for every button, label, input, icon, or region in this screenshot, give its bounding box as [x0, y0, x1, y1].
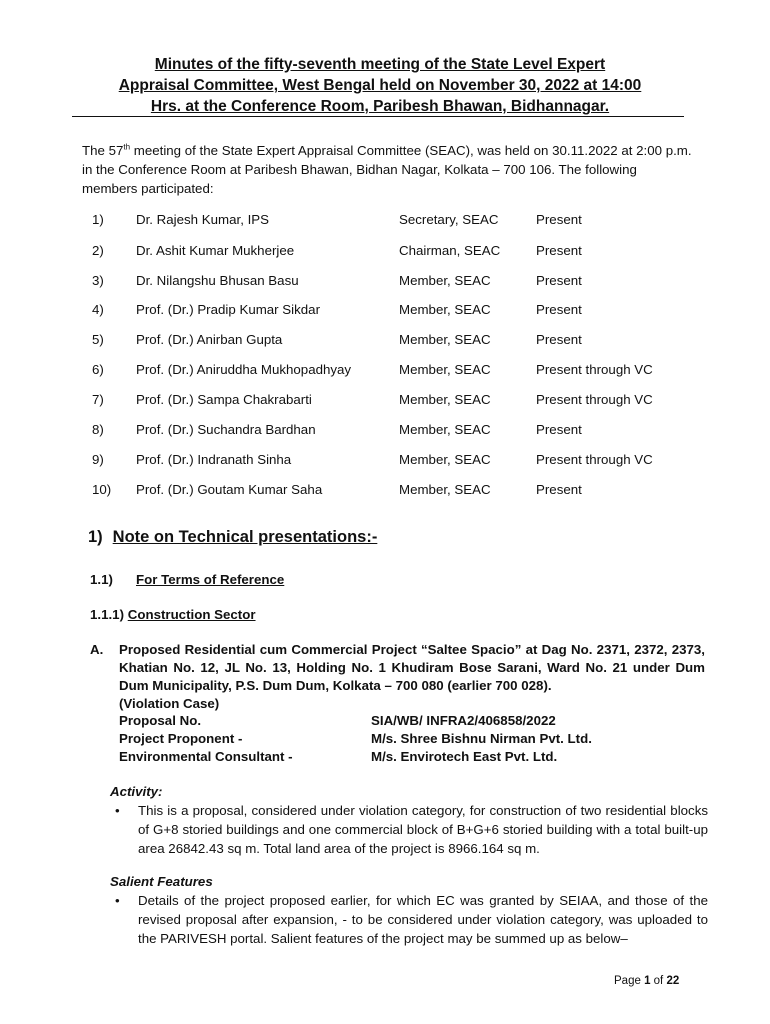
section-title: Construction Sector — [127, 607, 256, 622]
member-name: Dr. Nilangshu Bhusan Basu — [136, 273, 299, 288]
title-line-2: Appraisal Committee, West Bengal held on November 30, 2022 at 14:00 — [118, 77, 642, 94]
member-number: 4) — [92, 302, 104, 317]
member-status: Present — [536, 422, 582, 437]
member-status: Present through VC — [536, 362, 653, 377]
intro-paragraph — [82, 141, 692, 198]
member-role: Member, SEAC — [399, 302, 491, 317]
title-divider — [72, 116, 684, 117]
project-letter: A. — [90, 642, 104, 657]
activity-text: This is a proposal, considered under violation category, for construction of two residential blocks of G+8 storied buildings and one commercial block of B+G+6 storied building with a total built-up area 26842.43 sq m. Total land area of the project is 8966.164 sq m. — [138, 803, 708, 856]
bullet-icon: • — [115, 893, 120, 908]
salient-heading: Salient Features — [110, 874, 213, 889]
page-prefix: Page — [614, 975, 645, 987]
title-line-3: Hrs. at the Conference Room, Paribesh Bhawan, Bidhannagar. — [150, 98, 610, 115]
member-name: Prof. (Dr.) Goutam Kumar Saha — [136, 482, 323, 497]
total-pages: 22 — [666, 975, 680, 987]
project-case: (Violation Case) — [119, 696, 220, 711]
activity-heading: Activity: — [110, 784, 163, 799]
member-number: 7) — [92, 392, 104, 407]
member-role: Member, SEAC — [399, 392, 491, 407]
member-number: 3) — [92, 273, 104, 288]
member-name: Prof. (Dr.) Sampa Chakrabarti — [136, 392, 312, 407]
intro-superscript: th — [123, 142, 131, 152]
member-row — [0, 332, 770, 352]
member-role: Member, SEAC — [399, 362, 491, 377]
member-role: Chairman, SEAC — [399, 243, 501, 258]
member-row — [0, 392, 770, 412]
member-role: Member, SEAC — [399, 452, 491, 467]
member-status: Present — [536, 482, 582, 497]
member-status: Present — [536, 212, 582, 227]
member-status: Present — [536, 332, 582, 347]
member-role: Member, SEAC — [399, 273, 491, 288]
member-number: 10) — [92, 482, 112, 497]
section-heading-1-1 — [90, 572, 284, 587]
section-heading-1 — [88, 528, 377, 547]
member-number: 9) — [92, 452, 104, 467]
project-description — [119, 641, 705, 713]
bullet-icon: • — [115, 803, 120, 818]
project-title-text: Proposed Residential cum Commercial Project “Saltee Spacio” at Dag No. 2371, 2372, 2373, Khatian No. 12, JL No. 13, Holding No. 1 Khudiram Bose Sarani, Ward No. 21 under Dum Dum Municipality, P.S. Dum Dum, Kolkata – 700 080 (earlier 700 028). — [119, 642, 705, 693]
member-name: Prof. (Dr.) Suchandra Bardhan — [136, 422, 316, 437]
member-number: 1) — [92, 212, 104, 227]
title-line-1: Minutes of the fifty-seventh meeting of the State Level Expert — [154, 56, 606, 73]
salient-text: Details of the project proposed earlier, for which EC was granted by SEIAA, and those of the revised proposal after expansion, - to be considered under violation category, was uploaded to the PARIVESH portal. Salient features of the project may be summed up as below– — [138, 893, 708, 946]
member-status: Present — [536, 273, 582, 288]
section-number: 1.1) — [90, 572, 113, 587]
member-name: Prof. (Dr.) Aniruddha Mukhopadhyay — [136, 362, 352, 377]
proposal-value: SIA/WB/ INFRA2/406858/2022 — [371, 713, 556, 728]
consultant-value: M/s. Envirotech East Pvt. Ltd. — [371, 749, 558, 764]
document-title — [60, 54, 700, 117]
member-status: Present through VC — [536, 392, 653, 407]
member-number: 2) — [92, 243, 104, 258]
member-name: Dr. Ashit Kumar Mukherjee — [136, 243, 295, 258]
member-row — [0, 302, 770, 322]
member-name: Prof. (Dr.) Indranath Sinha — [136, 452, 292, 467]
member-row — [0, 362, 770, 382]
member-name: Prof. (Dr.) Pradip Kumar Sikdar — [136, 302, 320, 317]
member-number: 5) — [92, 332, 104, 347]
proposal-label: Proposal No. — [119, 713, 202, 728]
member-row — [0, 243, 770, 263]
member-role: Member, SEAC — [399, 482, 491, 497]
section-number: 1) — [88, 528, 103, 546]
intro-text: meeting of the State Expert Appraisal Committee (SEAC), was held on 30.11.2022 at 2:00 p.m. in the Conference Room at Paribesh Bhawan, Bidhan Nagar, Kolkata – 700 106. The following members participated: — [82, 143, 692, 196]
member-number: 8) — [92, 422, 104, 437]
page-number — [614, 975, 679, 987]
section-heading-1-1-1 — [90, 607, 256, 622]
member-status: Present — [536, 302, 582, 317]
member-role: Member, SEAC — [399, 422, 491, 437]
proponent-label: Project Proponent - — [119, 731, 243, 746]
current-page: 1 — [644, 975, 651, 987]
page-of: of — [650, 975, 667, 987]
member-name: Dr. Rajesh Kumar, IPS — [136, 212, 270, 227]
member-row — [0, 273, 770, 293]
consultant-label: Environmental Consultant - — [119, 749, 293, 764]
member-row — [0, 422, 770, 442]
member-row — [0, 452, 770, 472]
member-role: Secretary, SEAC — [399, 212, 499, 227]
section-title: Note on Technical presentations:- — [112, 528, 378, 546]
member-status: Present — [536, 243, 582, 258]
intro-prefix: The 57 — [82, 143, 124, 158]
member-number: 6) — [92, 362, 104, 377]
member-role: Member, SEAC — [399, 332, 491, 347]
member-row — [0, 482, 770, 502]
member-status: Present through VC — [536, 452, 653, 467]
section-title: For Terms of Reference — [136, 572, 285, 587]
member-row — [0, 212, 770, 232]
proponent-value: M/s. Shree Bishnu Nirman Pvt. Ltd. — [371, 731, 592, 746]
member-name: Prof. (Dr.) Anirban Gupta — [136, 332, 283, 347]
section-number: 1.1.1) — [90, 607, 125, 622]
